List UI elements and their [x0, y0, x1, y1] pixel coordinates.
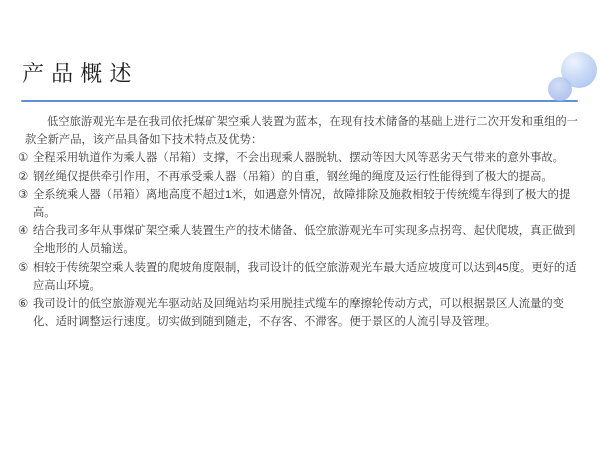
- feature-item: [18, 259, 578, 295]
- feature-marker: ①: [18, 152, 29, 165]
- decorative-circle-small: [548, 77, 572, 101]
- feature-item: [18, 186, 578, 222]
- feature-marker: ④: [18, 225, 29, 238]
- feature-text: 钢丝绳仅提供牵引作用，不再承受乘人器（吊箱）的自重，钢丝绳的绳度及运行性能得到了极大的提高。: [33, 170, 553, 183]
- body-text-block: [18, 113, 578, 331]
- page-title: 产 品 概 述: [22, 61, 132, 86]
- feature-list: [18, 149, 578, 331]
- feature-marker: ②: [18, 170, 29, 183]
- feature-item: [18, 168, 578, 186]
- feature-marker: ⑥: [18, 298, 29, 311]
- feature-item: [18, 149, 578, 167]
- intro-paragraph: 低空旅游观光车是在我司依托煤矿架空乘人装置为蓝本，在现有技术储备的基础上进行二次开发和重组的一款全新产品，该产品具备如下技术特点及优势：: [25, 116, 578, 147]
- feature-item: [18, 222, 578, 258]
- feature-text: 全程采用轨道作为乘人器（吊箱）支撑，不会出现乘人器脱轨、摆动等因大风等恶劣天气带来的意外事故。: [33, 152, 564, 165]
- feature-item: [18, 295, 578, 331]
- feature-marker: ⑤: [18, 261, 29, 274]
- feature-text: 相较于传统架空乘人装置的爬坡角度限制，我司设计的低空旅游观光车最大适应坡度可以达到45度。更好的适应高山环境。: [33, 261, 577, 292]
- feature-text: 结合我司多年从事煤矿架空乘人装置生产的技术储备、低空旅游观光车可实现多点拐弯、起伏爬坡，真正做到全地形的人员输送。: [33, 225, 576, 256]
- feature-text: 全系统乘人器（吊箱）离地高度不超过1米，如遇意外情况，故障排除及施救相较于传统缆车得到了极大的提高。: [33, 188, 571, 220]
- feature-text: 我司设计的低空旅游观光车驱动站及回绳站均采用脱挂式缆车的摩擦轮传动方式，可以根据景区人流量的变化、适时调整运行速度。切实做到随到随走，不存客、不滞客。便于景区的人流引导及管理。: [33, 298, 564, 329]
- title-underline: [21, 100, 578, 102]
- feature-marker: ③: [18, 188, 29, 201]
